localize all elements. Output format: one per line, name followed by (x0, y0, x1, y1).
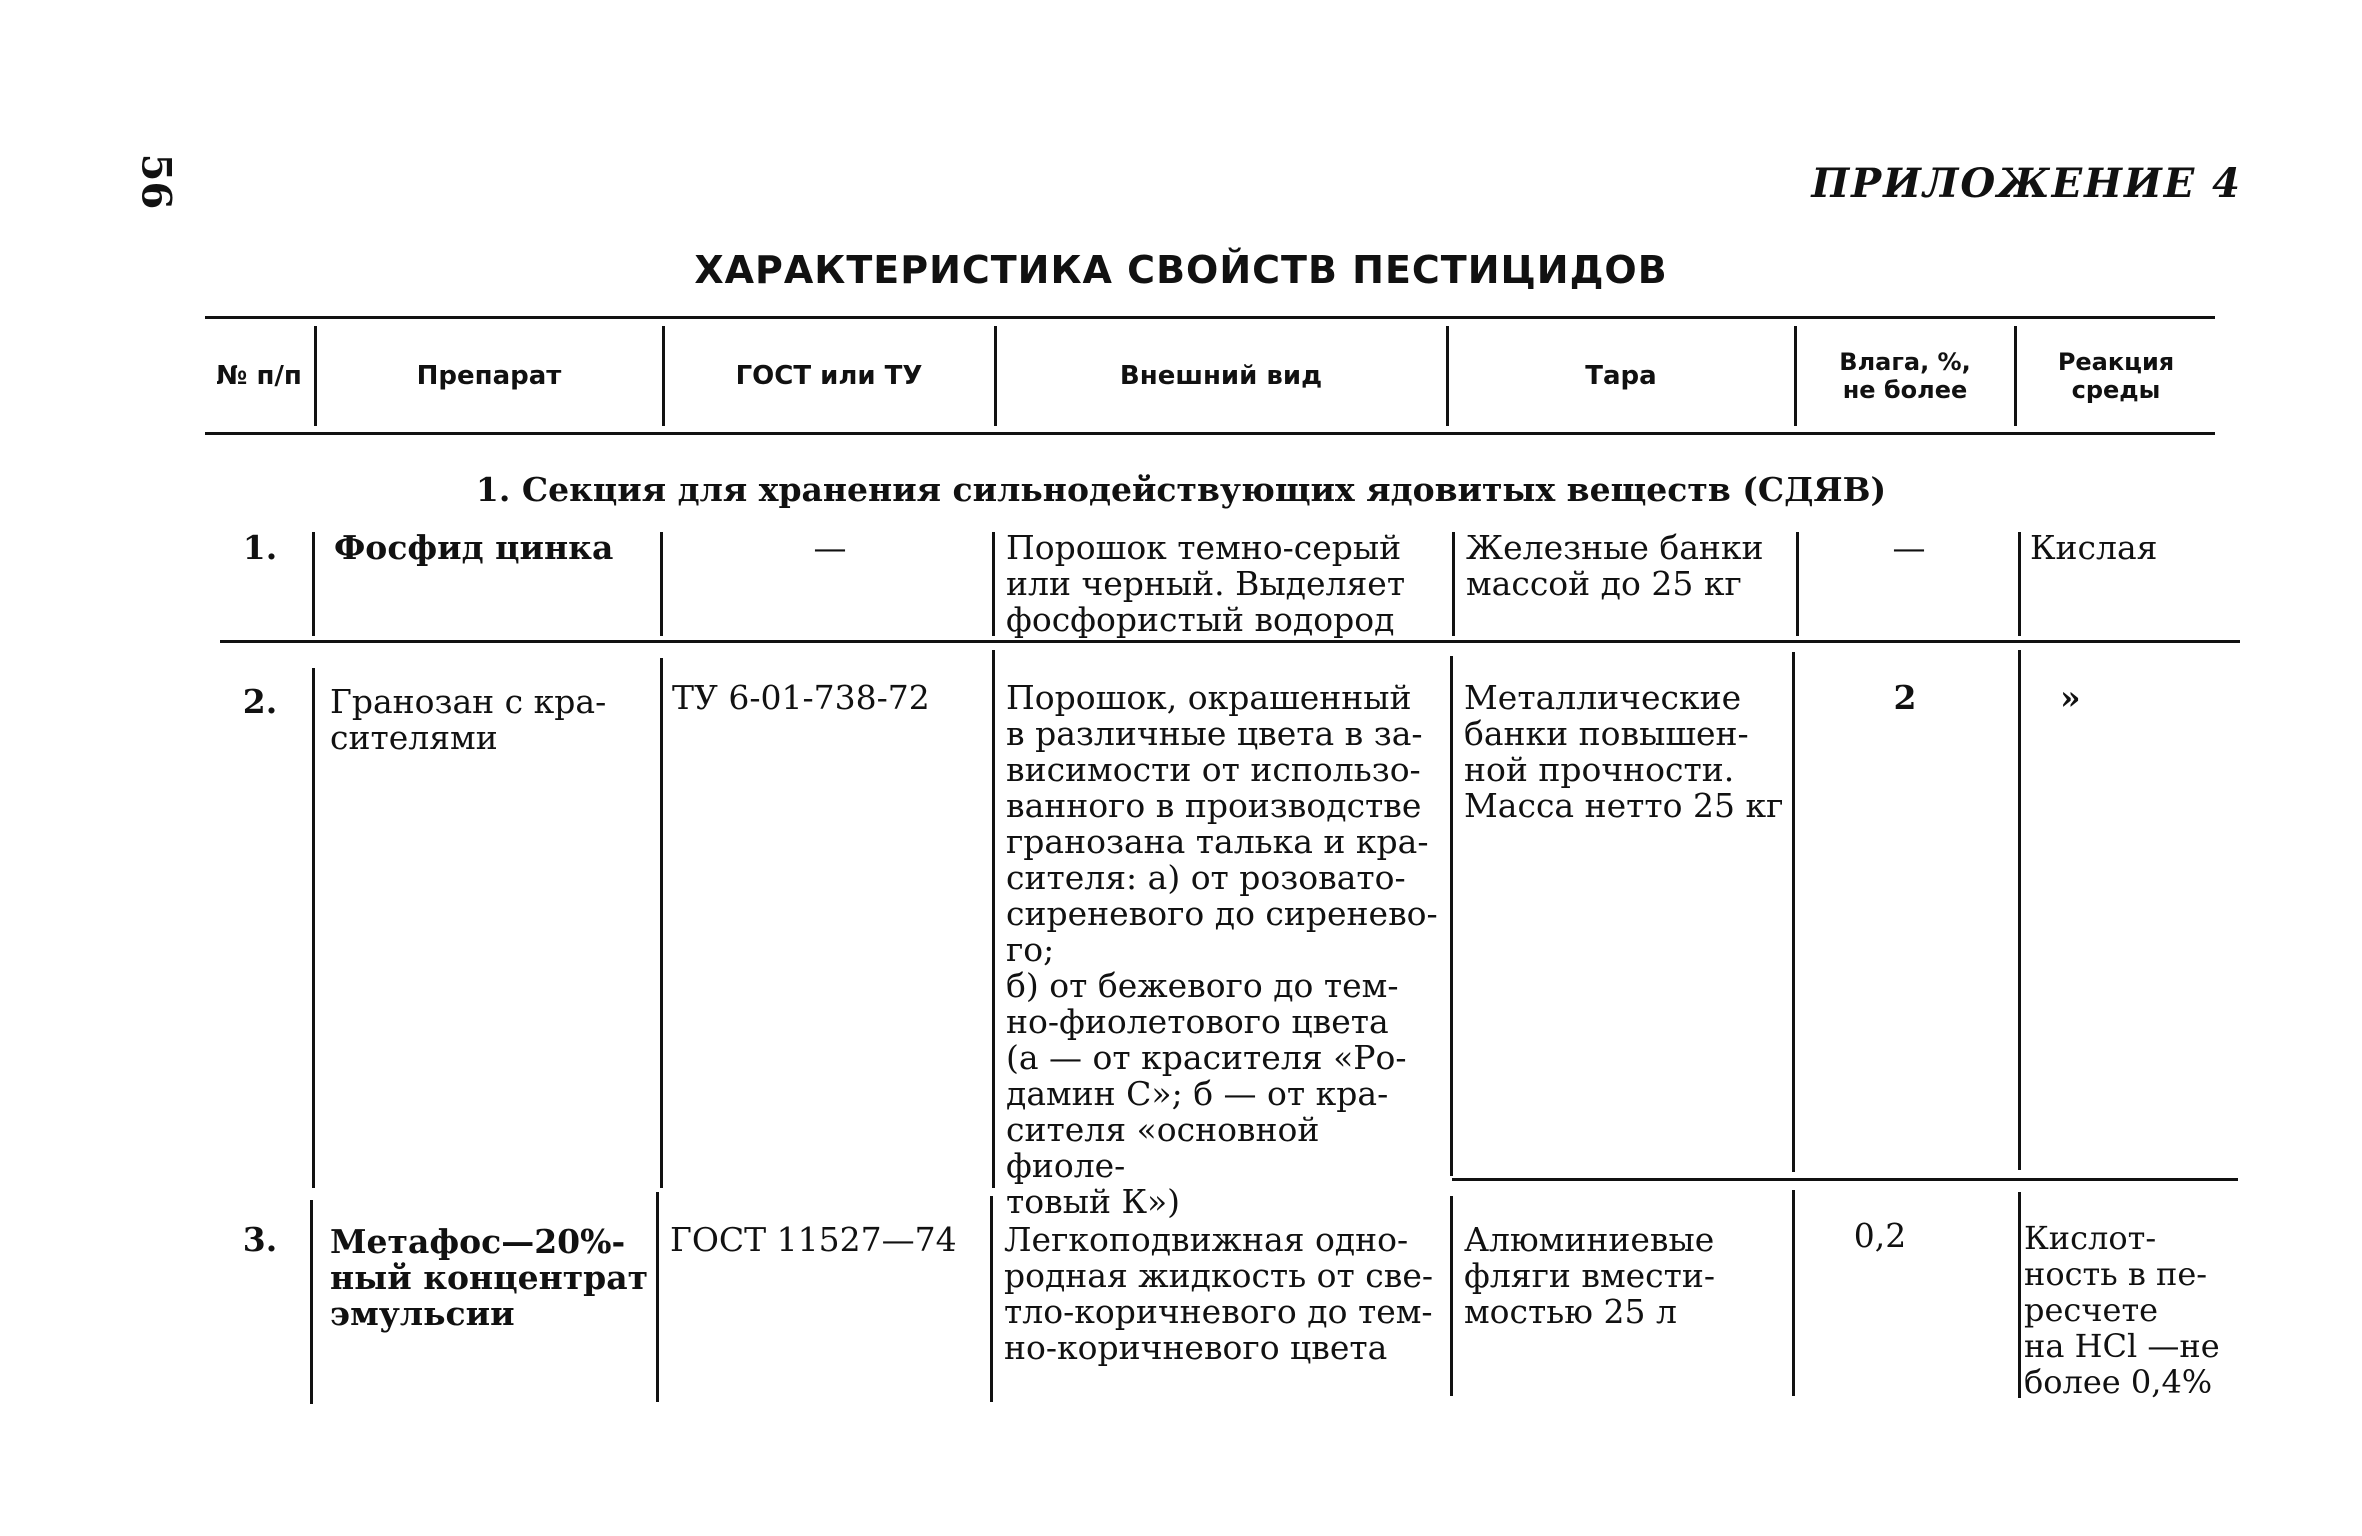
row-divider (992, 650, 995, 1188)
row-3-num: 3. (242, 1220, 278, 1259)
header-bottom-rule (205, 432, 2215, 435)
row-divider (312, 668, 315, 1188)
row-2-preparation: Гранозан с кра- сителями (330, 682, 607, 757)
row-divider (1796, 532, 1799, 636)
column-header-gost: ГОСТ или ТУ (735, 361, 923, 391)
row-divider (2018, 1192, 2021, 1398)
row-1-gost: — (813, 528, 847, 567)
column-header-packaging: Тара (1585, 361, 1657, 391)
row-3-appearance: Легкоподвижная одно- родная жидкость от све- тло-коричневого до тем- но-коричневого цвета (1004, 1220, 1433, 1367)
row-divider (2018, 532, 2021, 636)
row-2-num: 2. (242, 682, 278, 721)
row-1-preparation: Фосфид цинка (334, 528, 614, 567)
row-1-moisture: — (1892, 528, 1926, 567)
row-3-packaging: Алюминиевые фляги вмести- мостью 25 л (1464, 1220, 1716, 1331)
section-title: 1. Секция для хранения сильнодействующих ядовитых веществ (СДЯВ) (475, 470, 1887, 509)
row-3-moisture: 0,2 (1853, 1216, 1907, 1255)
row-rule (220, 640, 2240, 643)
row-divider (656, 1192, 659, 1402)
row-divider (2018, 650, 2021, 1170)
page-title: ХАРАКТЕРИСТИКА СВОЙСТВ ПЕСТИЦИДОВ (694, 248, 1668, 292)
row-divider (312, 532, 315, 636)
column-header-appearance: Внешний вид (1119, 361, 1323, 391)
header-top-rule (205, 316, 2215, 319)
column-header-num: № п/п (216, 361, 302, 391)
column-header-reaction: Реакция среды (2057, 348, 2175, 404)
row-3-gost: ГОСТ 11527—74 (670, 1220, 957, 1259)
header-divider (662, 326, 665, 426)
header-divider (314, 326, 317, 426)
row-divider (1450, 1196, 1453, 1396)
row-divider (1792, 652, 1795, 1172)
row-divider (660, 658, 663, 1188)
appendix-label: ПРИЛОЖЕНИЕ 4 (1811, 160, 2242, 207)
row-2-appearance: Порошок, окрашенный в различные цвета в за- висимости от использо- ванного в производстве гранозана талька и кра- сителя: а) от розовато- сиреневого до сиренево- го; б) от бежевого до тем- но-фиолетового цвета (а — от красителя «Ро- дамин С»; б — от кра- сителя «основной фиоле- товый К») (1006, 678, 1438, 1221)
row-3-preparation: Метафос—20%- ный концентрат эмульсии (330, 1222, 649, 1333)
row-1-packaging: Железные банки массой до 25 кг (1466, 528, 1764, 603)
row-1-num: 1. (242, 528, 278, 567)
column-header-moisture: Влага, %, не более (1839, 348, 1971, 404)
header-divider (2014, 326, 2017, 426)
row-divider (992, 532, 995, 636)
row-rule (1452, 1178, 2238, 1181)
row-divider (990, 1196, 993, 1402)
row-2-reaction: » (2060, 678, 2081, 717)
row-divider (1450, 656, 1453, 1176)
row-2-gost: ТУ 6-01-738-72 (672, 678, 930, 717)
column-header-preparation: Препарат (416, 361, 562, 391)
header-divider (1794, 326, 1797, 426)
row-2-moisture: 2 (1893, 678, 1917, 717)
page-number: 56 (132, 153, 180, 210)
row-1-reaction: Кислая (2030, 528, 2158, 567)
header-divider (994, 326, 997, 426)
row-2-packaging: Металлические банки повышен- ной прочности. Масса нетто 25 кг (1464, 678, 1784, 825)
row-1-appearance: Порошок темно-серый или черный. Выделяет фосфористый водород (1006, 528, 1406, 639)
row-divider (1452, 532, 1455, 636)
row-divider (660, 532, 663, 636)
header-divider (1446, 326, 1449, 426)
row-divider (310, 1200, 313, 1404)
row-3-reaction: Кислот- ность в пе- ресчете на HCl —не более 0,4% (2024, 1219, 2220, 1401)
